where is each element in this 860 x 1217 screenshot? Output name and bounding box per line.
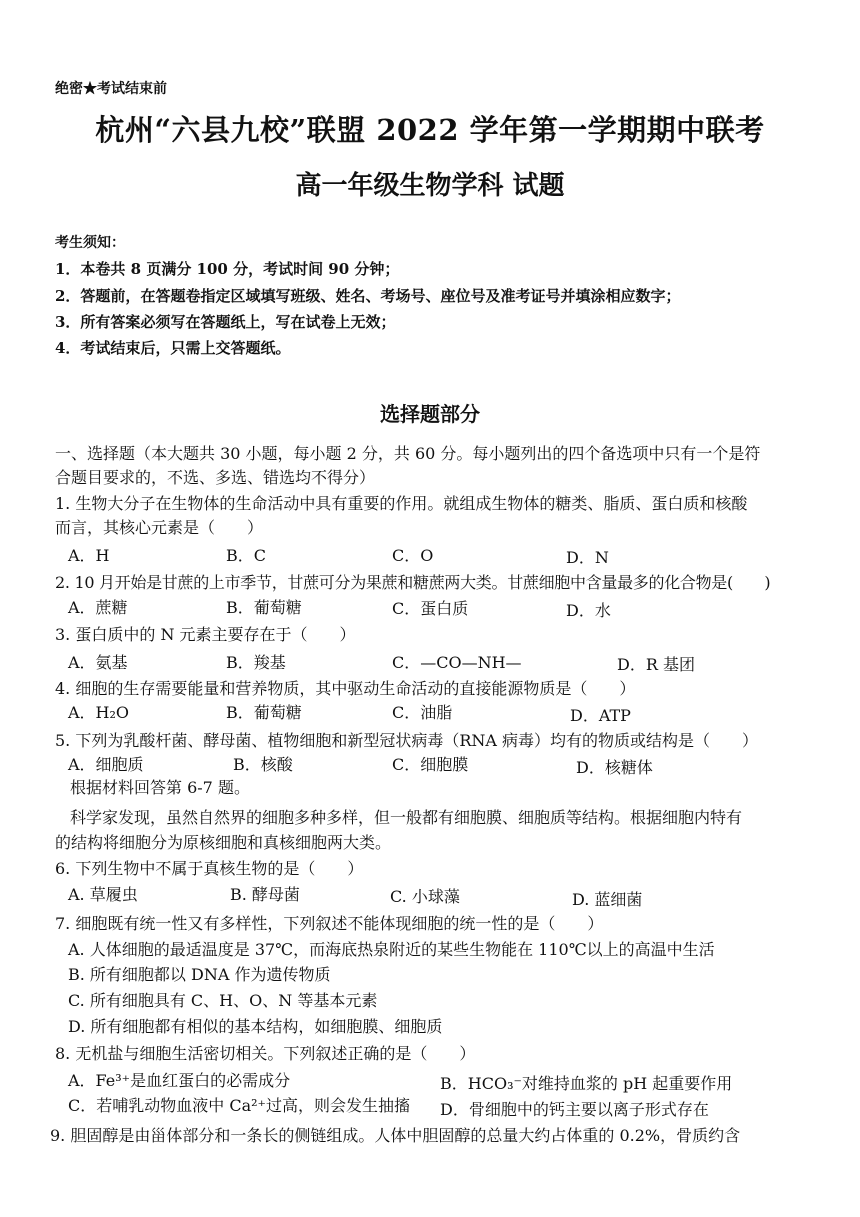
q4-option-d: D．ATP (570, 706, 631, 725)
notice-item: 3．所有答案必须写在答题纸上，写在试卷上无效； (55, 313, 396, 331)
q6-option-c: C. 小球藻 (390, 887, 460, 906)
q5-option-a: A．细胞质 (68, 755, 144, 774)
instructions-line: 一、选择题（本大题共 30 小题，每小题 2 分，共 60 分。每小题列出的四个备选项中只有一个是符 (55, 444, 761, 463)
exam-title: 杭州“六县九校”联盟 2022 学年第一学期期中联考 (95, 113, 765, 147)
q6-stem: 6. 下列生物中不属于真核生物的是（ ） (55, 859, 364, 878)
notice-item: 1．本卷共 8 页满分 100 分，考试时间 90 分钟； (55, 260, 400, 278)
q2-option-c: C．蛋白质 (392, 599, 469, 618)
q8-stem: 8. 无机盐与细胞生活密切相关。下列叙述正确的是（ ） (55, 1044, 476, 1063)
q2-stem: 2. 10 月开始是甘蔗的上市季节，甘蔗可分为果蔗和糖蔗两大类。甘蔗细胞中含量最多的化合物是( ) (55, 573, 771, 592)
notice-item: 2．答题前，在答题卷指定区域填写班级、姓名、考场号、座位号及准考证号并填涂相应数字； (55, 287, 681, 305)
q1-stem: 1. 生物大分子在生物体的生命活动中具有重要的作用。就组成生物体的糖类、脂质、蛋白质和核酸 (55, 494, 748, 513)
q1-option-a: A．H (68, 546, 110, 565)
notice-heading: 考生须知： (55, 235, 125, 251)
q2-option-a: A．蔗糖 (68, 598, 128, 617)
q5-option-c: C．细胞膜 (392, 755, 469, 774)
q3-option-b: B．羧基 (226, 653, 286, 672)
exam-subtitle: 高一年级生物学科 试题 (295, 171, 565, 201)
q3-option-d: D．R 基团 (617, 655, 695, 674)
q1-stem: 而言，其核心元素是（ ） (55, 518, 264, 537)
q4-option-a: A．H₂O (68, 703, 130, 722)
q4-stem: 4. 细胞的生存需要能量和营养物质，其中驱动生命活动的直接能源物质是（ ） (55, 679, 636, 698)
q5-stem: 5. 下列为乳酸杆菌、酵母菌、植物细胞和新型冠状病毒（RNA 病毒）均有的物质或结构是（ ） (55, 731, 759, 750)
q1-option-d: D．N (566, 548, 609, 567)
q8-option-b: B．HCO₃⁻对维持血浆的 pH 起重要作用 (440, 1074, 733, 1093)
q2-option-d: D．水 (566, 601, 611, 620)
q8-option-c: C．若哺乳动物血液中 Ca²⁺过高，则会发生抽搐 (68, 1096, 410, 1115)
q9-stem: 9. 胆固醇是由甾体部分和一条长的侧链组成。人体中胆固醇的总量大约占体重的 0.2%，骨质约含 (50, 1126, 741, 1145)
notice-item: 4．考试结束后，只需上交答题纸。 (55, 339, 291, 357)
q5-option-d: D．核糖体 (576, 758, 653, 777)
q6-option-a: A. 草履虫 (68, 885, 138, 904)
q8-option-a: A．Fe³⁺是血红蛋白的必需成分 (68, 1071, 291, 1090)
secret-label: 绝密★考试结束前 (55, 81, 167, 97)
q2-option-b: B．葡萄糖 (226, 598, 302, 617)
q7-option-b: B. 所有细胞都以 DNA 作为遗传物质 (68, 965, 331, 984)
q7-stem: 7. 细胞既有统一性又有多样性，下列叙述不能体现细胞的统一性的是（ ） (55, 914, 604, 933)
q6-option-d: D. 蓝细菌 (572, 890, 643, 909)
material-line: 的结构将细胞分为原核细胞和真核细胞两大类。 (55, 833, 392, 852)
q7-option-d: D. 所有细胞都有相似的基本结构，如细胞膜、细胞质 (68, 1017, 443, 1036)
q3-option-a: A．氨基 (68, 653, 128, 672)
q3-stem: 3. 蛋白质中的 N 元素主要存在于（ ） (55, 625, 356, 644)
q4-option-c: C．油脂 (392, 703, 453, 722)
q5-option-b: B．核酸 (233, 755, 293, 774)
q7-option-c: C. 所有细胞具有 C、H、O、N 等基本元素 (68, 991, 378, 1010)
q7-option-a: A. 人体细胞的最适温度是 37℃，而海底热泉附近的某些生物能在 110℃以上的高温中生活 (68, 940, 715, 959)
q8-option-d: D．骨细胞中的钙主要以离子形式存在 (440, 1100, 709, 1119)
section-title: 选择题部分 (380, 402, 480, 426)
material-line: 科学家发现，虽然自然界的细胞多种多样，但一般都有细胞膜、细胞质等结构。根据细胞内特有 (70, 808, 743, 827)
q1-option-b: B．C (226, 546, 267, 565)
q6-option-b: B. 酵母菌 (230, 885, 300, 904)
q3-option-c: C．—CO—NH— (392, 653, 522, 672)
material-line: 根据材料回答第 6-7 题。 (70, 778, 250, 797)
instructions-line: 合题目要求的，不选、多选、错选均不得分） (55, 468, 376, 487)
q1-option-c: C．O (392, 546, 434, 565)
q4-option-b: B．葡萄糖 (226, 703, 302, 722)
